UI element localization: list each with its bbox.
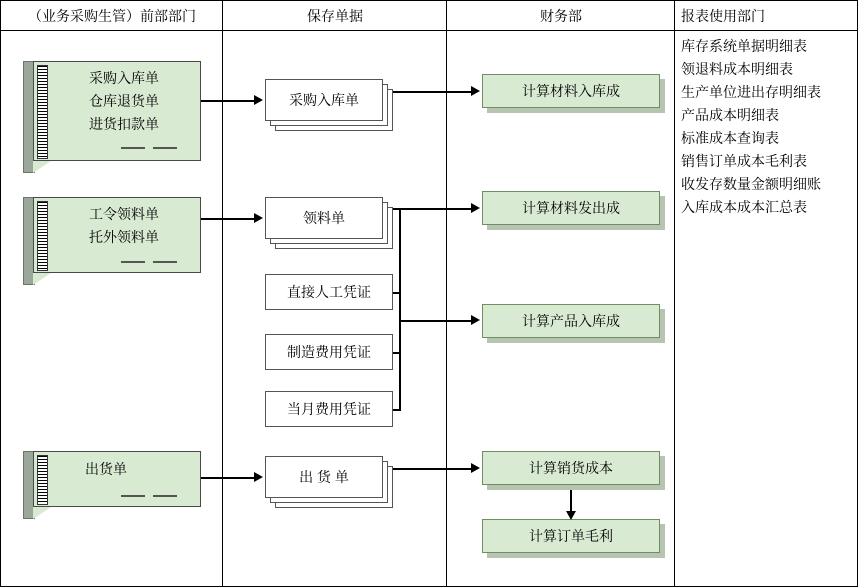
process-label: 计算材料发出成 [522,200,620,216]
source-doc-material-requisition [23,197,201,285]
source-doc-line-1: 出货单 [85,461,127,477]
connector-bus-to-proc3 [399,320,473,322]
column-divider-1 [222,1,223,587]
column-header-front-dept: （业务采购生管）前部部门 [28,8,196,24]
doc-rule-2 [153,495,177,497]
process-calc-order-gross-profit [482,519,660,553]
saved-doc-manufacturing-expense [265,334,393,372]
source-doc-shipment [23,451,201,519]
report-item: 收发存数量金额明细账 [681,176,821,192]
header-rule [1,30,858,31]
saved-doc-purchase-receipt [265,79,393,135]
arrowhead [471,315,480,325]
connector-doc2-to-proc2 [393,208,473,210]
source-doc-line-2: 托外领料单 [89,229,159,245]
doc-rule-1 [121,495,145,497]
report-item: 入库成本成本汇总表 [681,199,807,215]
page-fold-icon [33,507,51,519]
process-calc-material-issue [482,191,660,225]
connector-doc1-to-proc1 [393,91,473,93]
saved-doc-label: 领料单 [303,210,345,226]
saved-doc-shipment [265,456,393,512]
report-item: 领退料成本明细表 [681,61,793,77]
column-divider-3 [674,1,675,587]
arrowhead [471,463,480,473]
column-header-report-dept: 报表使用部门 [681,8,765,24]
connector-bus-vertical-lower [399,292,401,410]
connector-source1-to-doc1 [201,100,255,102]
page-fold-icon [33,161,51,173]
source-doc-purchase-receipt [23,61,201,173]
column-header-saved-docs: 保存单据 [307,8,363,24]
page-fold-icon [33,273,51,285]
report-item: 销售订单成本毛利表 [681,153,807,169]
report-item: 生产单位进出存明细表 [681,84,821,100]
source-doc-line-1: 工令领料单 [89,206,159,222]
saved-doc-label: 制造费用凭证 [287,344,371,360]
connector-source2-to-doc2 [201,218,255,220]
arrowhead [254,213,263,223]
binder-icon [37,455,48,505]
process-label: 计算产品入库成 [522,313,620,329]
saved-doc-material-requisition [265,197,393,253]
column-divider-2 [446,1,447,587]
connector-doc3-to-proc4 [393,468,473,470]
report-item: 标准成本查询表 [681,130,779,146]
saved-doc-label: 采购入库单 [289,92,359,108]
doc-rule-2 [153,261,177,263]
arrowhead [254,95,263,105]
saved-doc-label: 出 货 单 [299,469,349,485]
saved-doc-direct-labor [265,274,393,312]
doc-rule-1 [121,261,145,263]
saved-doc-label: 直接人工凭证 [287,284,371,300]
arrowhead-down [566,511,576,520]
arrowhead [471,86,480,96]
arrowhead [254,472,263,482]
column-header-finance-dept: 财务部 [540,8,582,24]
process-label: 计算销货成本 [529,460,613,476]
binder-icon [37,65,48,159]
source-doc-line-3: 进货扣款单 [89,116,159,132]
process-label: 计算材料入库成 [522,83,620,99]
report-item: 库存系统单据明细表 [681,38,807,54]
arrowhead [471,203,480,213]
binder-icon [37,201,48,271]
saved-doc-monthly-expense [265,391,393,429]
process-calc-product-receipt [482,304,660,338]
doc-rule-2 [153,147,177,149]
report-item: 产品成本明细表 [681,107,779,123]
process-calc-cost-of-sales [482,451,660,485]
connector-proc4-to-proc5 [570,490,572,512]
process-label: 计算订单毛利 [529,528,613,544]
source-doc-line-1: 采购入库单 [89,70,159,86]
source-doc-line-2: 仓库退货单 [89,93,159,109]
report-list [681,35,857,219]
saved-doc-label: 当月费用凭证 [287,401,371,417]
process-calc-material-receipt [482,74,660,108]
connector-source3-to-doc3 [201,477,255,479]
doc-rule-1 [121,147,145,149]
